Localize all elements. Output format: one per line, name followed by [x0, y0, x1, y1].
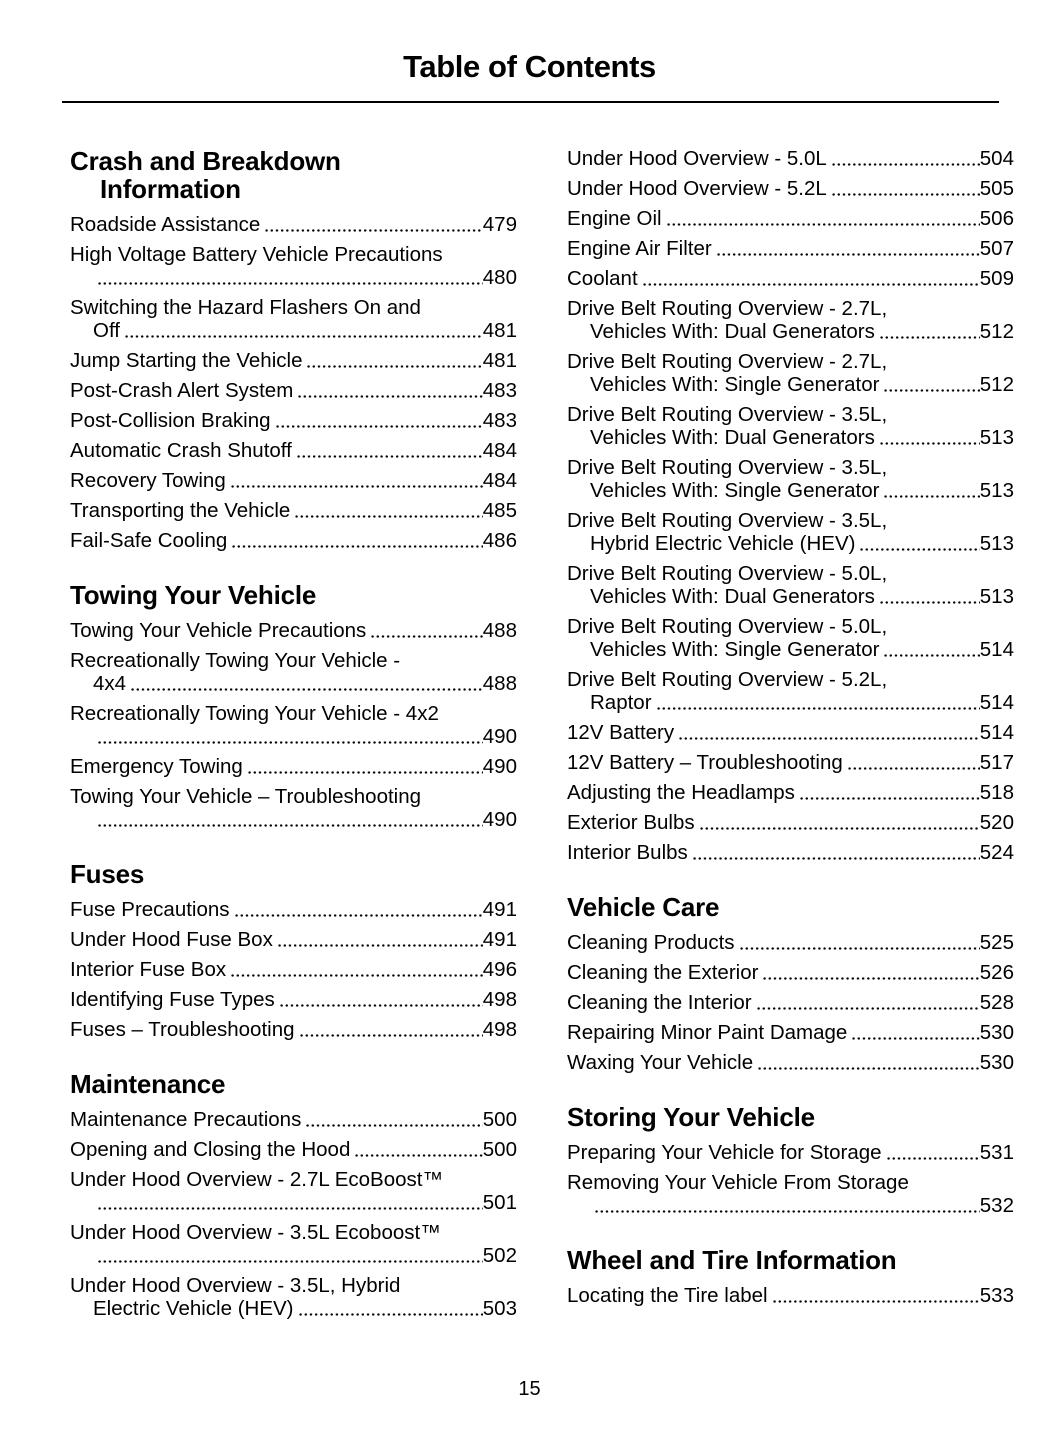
toc-entry-last-line: [567, 147, 1014, 170]
toc-entry-label: Roadside Assistance: [70, 213, 261, 236]
toc-entry-last-line: [567, 638, 1014, 661]
toc-entry: [70, 499, 517, 522]
toc-entry-last-line: [567, 1194, 1014, 1217]
toc-entry-line: Removing Your Vehicle From Storage: [567, 1171, 909, 1194]
toc-entry-last-line: [70, 469, 517, 492]
toc-entry-page-number: 514: [979, 721, 1014, 744]
dot-leader: [275, 425, 483, 428]
toc-entry-last-line: [70, 439, 517, 462]
toc-entry: [70, 213, 517, 236]
section-heading-line: Fuses: [70, 859, 145, 889]
toc-entry-last-line: [567, 585, 1014, 608]
dot-leader: [886, 1157, 980, 1160]
toc-entry: [567, 177, 1014, 200]
toc-entry-label: 4x4: [93, 672, 127, 695]
toc-entry-page-number: 501: [482, 1191, 517, 1214]
toc-section: [70, 1070, 517, 1320]
toc-entry: [70, 1168, 517, 1214]
toc-entry-label: Post-Crash Alert System: [70, 379, 294, 402]
dot-leader: [264, 229, 482, 232]
toc-entry-label: Post-Collision Braking: [70, 409, 271, 432]
section-heading: [70, 860, 517, 888]
toc-entry-page-number: 481: [482, 319, 517, 342]
toc-entry-label: Vehicles With: Dual Generators: [590, 426, 875, 449]
dot-leader: [799, 797, 980, 800]
toc-entry-last-line: [70, 1191, 517, 1214]
toc-entry-label: Cleaning the Interior: [567, 991, 752, 1014]
dot-leader: [247, 771, 483, 774]
dot-leader: [234, 914, 483, 917]
toc-entry-line: Drive Belt Routing Overview - 2.7L,: [567, 297, 888, 320]
toc-entry-line: Recreationally Towing Your Vehicle - 4x2: [70, 702, 439, 725]
dot-leader: [370, 635, 482, 638]
toc-entry: [567, 350, 1014, 396]
toc-entry-page-number: 504: [979, 147, 1014, 170]
section-heading: [70, 1070, 517, 1098]
toc-entry-page-number: 533: [979, 1284, 1014, 1307]
toc-entry-page-number: 488: [482, 672, 517, 695]
toc-entry: [567, 841, 1014, 864]
toc-entry-line: Under Hood Overview - 3.5L, Hybrid: [70, 1274, 401, 1297]
dot-leader: [97, 1207, 483, 1210]
toc-entry-page-number: 500: [482, 1108, 517, 1131]
toc-section: [567, 147, 1014, 864]
toc-entry-page-number: 490: [482, 808, 517, 831]
dot-leader: [97, 282, 483, 285]
toc-entry: [567, 267, 1014, 290]
dot-leader: [879, 601, 980, 604]
toc-section: [70, 860, 517, 1041]
dot-leader: [97, 824, 483, 827]
toc-entry-page-number: 506: [979, 207, 1014, 230]
dot-leader: [847, 767, 980, 770]
toc-entry-label: Under Hood Fuse Box: [70, 928, 273, 951]
toc-entry-last-line: [70, 808, 517, 831]
toc-entry-label: Coolant: [567, 267, 638, 290]
toc-entry: [567, 237, 1014, 260]
toc-entry-label: Vehicles With: Single Generator: [590, 373, 880, 396]
toc-entry: [70, 349, 517, 372]
toc-entry: [567, 721, 1014, 744]
toc-entry-label: Interior Fuse Box: [70, 958, 227, 981]
toc-entry-page-number: 530: [979, 1021, 1014, 1044]
toc-entry-label: Hybrid Electric Vehicle (HEV): [590, 532, 856, 555]
toc-entry-page-number: 479: [482, 213, 517, 236]
toc-entry-label: Jump Starting the Vehicle: [70, 349, 303, 372]
dot-leader: [716, 253, 980, 256]
toc-entry-label: Waxing Your Vehicle: [567, 1051, 754, 1074]
toc-entry-last-line: [70, 898, 517, 921]
toc-entry-page-number: 514: [979, 691, 1014, 714]
toc-entry-label: Interior Bulbs: [567, 841, 688, 864]
toc-entry-page-number: 513: [979, 479, 1014, 502]
dot-leader: [666, 223, 980, 226]
dot-leader: [130, 688, 483, 691]
toc-entry-last-line: [70, 319, 517, 342]
toc-entry: [567, 615, 1014, 661]
toc-entry-last-line: [567, 931, 1014, 954]
toc-entry-last-line: [567, 751, 1014, 774]
toc-entry-page-number: 486: [482, 529, 517, 552]
toc-entry: [70, 469, 517, 492]
toc-entry: [70, 898, 517, 921]
toc-section: [567, 893, 1014, 1074]
toc-entry-page-number: 530: [979, 1051, 1014, 1074]
toc-entry: [70, 439, 517, 462]
toc-entry-last-line: [70, 928, 517, 951]
toc-entry-last-line: [567, 991, 1014, 1014]
toc-entry: [70, 649, 517, 695]
toc-entry-last-line: [567, 479, 1014, 502]
toc-entry-line: Drive Belt Routing Overview - 5.0L,: [567, 562, 888, 585]
dot-leader: [230, 485, 483, 488]
toc-entry: [567, 751, 1014, 774]
toc-entry-page-number: 502: [482, 1244, 517, 1267]
toc-entry: [70, 988, 517, 1011]
toc-entry-last-line: [70, 1297, 517, 1320]
dot-leader: [699, 827, 980, 830]
dot-leader: [97, 1260, 483, 1263]
section-heading: [567, 1103, 1014, 1131]
toc-entry-label: Recovery Towing: [70, 469, 226, 492]
dot-leader: [859, 548, 979, 551]
toc-entry-label: Under Hood Overview - 5.0L: [567, 147, 827, 170]
toc-entry-label: 12V Battery: [567, 721, 675, 744]
dot-leader: [277, 944, 483, 947]
toc-entry-last-line: [567, 691, 1014, 714]
toc-entry-page-number: 483: [482, 379, 517, 402]
dot-leader: [296, 455, 483, 458]
dot-leader: [757, 1067, 980, 1070]
section-heading-line: Information: [100, 174, 241, 204]
toc-entry: [567, 1021, 1014, 1044]
toc-entry-page-number: 513: [979, 532, 1014, 555]
section-heading-line: Vehicle Care: [567, 892, 720, 922]
dot-leader: [642, 283, 980, 286]
dot-leader: [299, 1034, 483, 1037]
toc-entry-page-number: 512: [979, 373, 1014, 396]
page-number: 15: [518, 1378, 541, 1400]
section-heading: [567, 893, 1014, 921]
toc-entry: [567, 297, 1014, 343]
dot-leader: [306, 365, 482, 368]
toc-entry-label: Fuses – Troubleshooting: [70, 1018, 295, 1041]
toc-entry: [70, 755, 517, 778]
toc-entry-page-number: 525: [979, 931, 1014, 954]
toc-entry: [70, 1274, 517, 1320]
section-heading: [70, 147, 517, 203]
toc-entry-page-number: 491: [482, 928, 517, 951]
toc-entry: [567, 1284, 1014, 1307]
toc-entry-last-line: [70, 958, 517, 981]
toc-entry: [567, 1051, 1014, 1074]
toc-entry-last-line: [70, 499, 517, 522]
toc-entry-last-line: [567, 811, 1014, 834]
toc-entry-page-number: 498: [482, 988, 517, 1011]
toc-entry-page-number: 480: [482, 266, 517, 289]
section-heading-line: Maintenance: [70, 1069, 226, 1099]
toc-entry: [70, 1138, 517, 1161]
dot-leader: [772, 1300, 980, 1303]
toc-entry: [70, 1221, 517, 1267]
toc-entry-last-line: [70, 1018, 517, 1041]
dot-leader: [678, 737, 980, 740]
toc-entry-last-line: [567, 961, 1014, 984]
toc-entry-label: Vehicles With: Single Generator: [590, 638, 880, 661]
toc-entry: [567, 811, 1014, 834]
toc-column: [567, 147, 1014, 1327]
toc-entry: [70, 619, 517, 642]
toc-entry-label: Engine Air Filter: [567, 237, 712, 260]
toc-entry: [567, 456, 1014, 502]
page-title: Table of Contents: [403, 49, 656, 84]
toc-entry-line: Drive Belt Routing Overview - 5.2L,: [567, 668, 888, 691]
section-heading-line: Towing Your Vehicle: [70, 580, 317, 610]
toc-entry-label: Cleaning Products: [567, 931, 735, 954]
section-heading: [70, 581, 517, 609]
toc-entry-page-number: 520: [979, 811, 1014, 834]
toc-entry-label: Adjusting the Headlamps: [567, 781, 795, 804]
toc-section: [70, 581, 517, 831]
toc-entry-page-number: 514: [979, 638, 1014, 661]
toc-entry-label: Electric Vehicle (HEV): [93, 1297, 294, 1320]
toc-section: [567, 1103, 1014, 1217]
toc-entry-line: Under Hood Overview - 3.5L Ecoboost™: [70, 1221, 441, 1244]
toc-entry-label: Emergency Towing: [70, 755, 243, 778]
toc-entry-last-line: [70, 988, 517, 1011]
dot-leader: [883, 654, 979, 657]
toc-entry-label: Raptor: [590, 691, 652, 714]
dot-leader: [879, 336, 980, 339]
toc-entry-page-number: 490: [482, 725, 517, 748]
toc-entry-label: Automatic Crash Shutoff: [70, 439, 292, 462]
toc-entry-page-number: 483: [482, 409, 517, 432]
dot-leader: [298, 1313, 483, 1316]
toc-entry-last-line: [567, 267, 1014, 290]
toc-entry-line: Recreationally Towing Your Vehicle -: [70, 649, 401, 672]
toc-entry: [70, 529, 517, 552]
dot-leader: [739, 947, 980, 950]
toc-entry-last-line: [567, 1051, 1014, 1074]
toc-section: [70, 147, 517, 552]
toc-entry-last-line: [567, 177, 1014, 200]
toc-entry-line: High Voltage Battery Vehicle Precautions: [70, 243, 443, 266]
toc-entry: [70, 243, 517, 289]
toc-entry-last-line: [70, 409, 517, 432]
dot-leader: [692, 857, 980, 860]
toc-entry-last-line: [70, 1138, 517, 1161]
section-heading-line: Storing Your Vehicle: [567, 1102, 815, 1132]
toc-entry-page-number: 512: [979, 320, 1014, 343]
toc-entry-last-line: [70, 349, 517, 372]
toc-entry-line: Drive Belt Routing Overview - 3.5L,: [567, 403, 888, 426]
toc-entry-last-line: [70, 725, 517, 748]
toc-section: [567, 1246, 1014, 1307]
toc-entry-page-number: 503: [482, 1297, 517, 1320]
toc-entry: [567, 562, 1014, 608]
toc-entry-line: Drive Belt Routing Overview - 5.0L,: [567, 615, 888, 638]
dot-leader: [305, 1124, 482, 1127]
toc-entry-page-number: 484: [482, 469, 517, 492]
toc-entry-label: Fuse Precautions: [70, 898, 230, 921]
toc-entry-line: Drive Belt Routing Overview - 2.7L,: [567, 350, 888, 373]
dot-leader: [294, 515, 482, 518]
toc-entry: [70, 702, 517, 748]
toc-entry-label: Identifying Fuse Types: [70, 988, 275, 1011]
toc-entry: [567, 207, 1014, 230]
toc-column: [70, 147, 517, 1327]
toc-entry-line: Under Hood Overview - 2.7L EcoBoost™: [70, 1168, 443, 1191]
toc-entry-page-number: 488: [482, 619, 517, 642]
dot-leader: [594, 1210, 980, 1213]
toc-entry-page-number: 513: [979, 585, 1014, 608]
toc-entry-last-line: [567, 207, 1014, 230]
toc-entry-page-number: 481: [482, 349, 517, 372]
toc-entry: [567, 1171, 1014, 1217]
dot-leader: [297, 395, 482, 398]
toc-entry-line: Switching the Hazard Flashers On and: [70, 296, 421, 319]
toc-entry-page-number: 518: [979, 781, 1014, 804]
toc-entry-page-number: 524: [979, 841, 1014, 864]
toc-entry-last-line: [567, 721, 1014, 744]
toc-entry-label: Vehicles With: Dual Generators: [590, 585, 875, 608]
toc-columns: [0, 103, 1059, 1327]
dot-leader: [97, 741, 483, 744]
dot-leader: [831, 193, 980, 196]
dot-leader: [883, 495, 979, 498]
toc-entry-page-number: 505: [979, 177, 1014, 200]
toc-entry-page-number: 490: [482, 755, 517, 778]
dot-leader: [656, 707, 980, 710]
toc-entry-page-number: 507: [979, 237, 1014, 260]
toc-entry-label: 12V Battery – Troubleshooting: [567, 751, 843, 774]
toc-entry-page-number: 485: [482, 499, 517, 522]
toc-entry: [567, 147, 1014, 170]
toc-entry-label: Vehicles With: Single Generator: [590, 479, 880, 502]
toc-entry-last-line: [567, 1141, 1014, 1164]
dot-leader: [883, 389, 979, 392]
toc-entry: [567, 931, 1014, 954]
dot-leader: [879, 442, 980, 445]
toc-entry-last-line: [567, 320, 1014, 343]
toc-entry-page-number: 484: [482, 439, 517, 462]
toc-entry-page-number: 491: [482, 898, 517, 921]
toc-entry-last-line: [70, 529, 517, 552]
toc-entry: [70, 785, 517, 831]
section-heading-line: Crash and Breakdown: [70, 146, 341, 176]
toc-entry-label: Towing Your Vehicle Precautions: [70, 619, 367, 642]
toc-entry-line: Drive Belt Routing Overview - 3.5L,: [567, 509, 888, 532]
toc-entry-page-number: 528: [979, 991, 1014, 1014]
toc-entry-last-line: [567, 1021, 1014, 1044]
toc-entry-last-line: [567, 532, 1014, 555]
dot-leader: [851, 1037, 979, 1040]
toc-entry: [567, 668, 1014, 714]
toc-entry: [70, 958, 517, 981]
toc-entry-page-number: 532: [979, 1194, 1014, 1217]
toc-entry: [567, 403, 1014, 449]
dot-leader: [762, 977, 979, 980]
toc-entry-page-number: 517: [979, 751, 1014, 774]
toc-entry-label: Engine Oil: [567, 207, 662, 230]
dot-leader: [756, 1007, 980, 1010]
toc-entry-last-line: [567, 373, 1014, 396]
toc-entry: [567, 781, 1014, 804]
toc-entry-last-line: [567, 237, 1014, 260]
toc-entry-last-line: [567, 1284, 1014, 1307]
toc-entry: [70, 296, 517, 342]
toc-entry-label: Vehicles With: Dual Generators: [590, 320, 875, 343]
toc-entry-label: Under Hood Overview - 5.2L: [567, 177, 827, 200]
toc-entry: [567, 961, 1014, 984]
toc-entry-page-number: 513: [979, 426, 1014, 449]
toc-entry-last-line: [70, 379, 517, 402]
toc-entry-last-line: [70, 672, 517, 695]
toc-entry: [567, 1141, 1014, 1164]
section-heading: [567, 1246, 1014, 1274]
toc-entry-label: Exterior Bulbs: [567, 811, 695, 834]
toc-entry-last-line: [70, 1108, 517, 1131]
toc-entry-label: Repairing Minor Paint Damage: [567, 1021, 848, 1044]
toc-entry-last-line: [567, 841, 1014, 864]
toc-entry-line: Towing Your Vehicle – Troubleshooting: [70, 785, 422, 808]
toc-entry-label: Fail-Safe Cooling: [70, 529, 228, 552]
toc-entry: [70, 1108, 517, 1131]
toc-entry-last-line: [70, 213, 517, 236]
toc-entry-page-number: 531: [979, 1141, 1014, 1164]
toc-entry-page-number: 500: [482, 1138, 517, 1161]
dot-leader: [230, 974, 483, 977]
toc-entry: [567, 509, 1014, 555]
toc-entry-last-line: [567, 781, 1014, 804]
toc-entry-line: Drive Belt Routing Overview - 3.5L,: [567, 456, 888, 479]
toc-entry-last-line: [70, 266, 517, 289]
toc-entry-last-line: [567, 426, 1014, 449]
dot-leader: [231, 545, 483, 548]
toc-entry-page-number: 496: [482, 958, 517, 981]
toc-entry-label: Locating the Tire label: [567, 1284, 768, 1307]
toc-entry-label: Transporting the Vehicle: [70, 499, 291, 522]
toc-entry-label: Maintenance Precautions: [70, 1108, 302, 1131]
dot-leader: [354, 1154, 482, 1157]
toc-entry-page-number: 498: [482, 1018, 517, 1041]
toc-entry-last-line: [70, 619, 517, 642]
toc-entry-label: Cleaning the Exterior: [567, 961, 759, 984]
toc-entry-page-number: 526: [979, 961, 1014, 984]
toc-entry: [70, 409, 517, 432]
toc-entry-page-number: 509: [979, 267, 1014, 290]
toc-entry: [70, 1018, 517, 1041]
toc-entry: [70, 379, 517, 402]
dot-leader: [124, 335, 483, 338]
toc-entry-last-line: [70, 755, 517, 778]
toc-entry-label: Preparing Your Vehicle for Storage: [567, 1141, 882, 1164]
toc-entry-last-line: [70, 1244, 517, 1267]
dot-leader: [279, 1004, 483, 1007]
toc-entry-label: Off: [93, 319, 120, 342]
toc-entry-label: Opening and Closing the Hood: [70, 1138, 351, 1161]
section-heading-line: Wheel and Tire Information: [567, 1245, 897, 1275]
toc-entry: [567, 991, 1014, 1014]
toc-entry: [70, 928, 517, 951]
dot-leader: [831, 163, 980, 166]
